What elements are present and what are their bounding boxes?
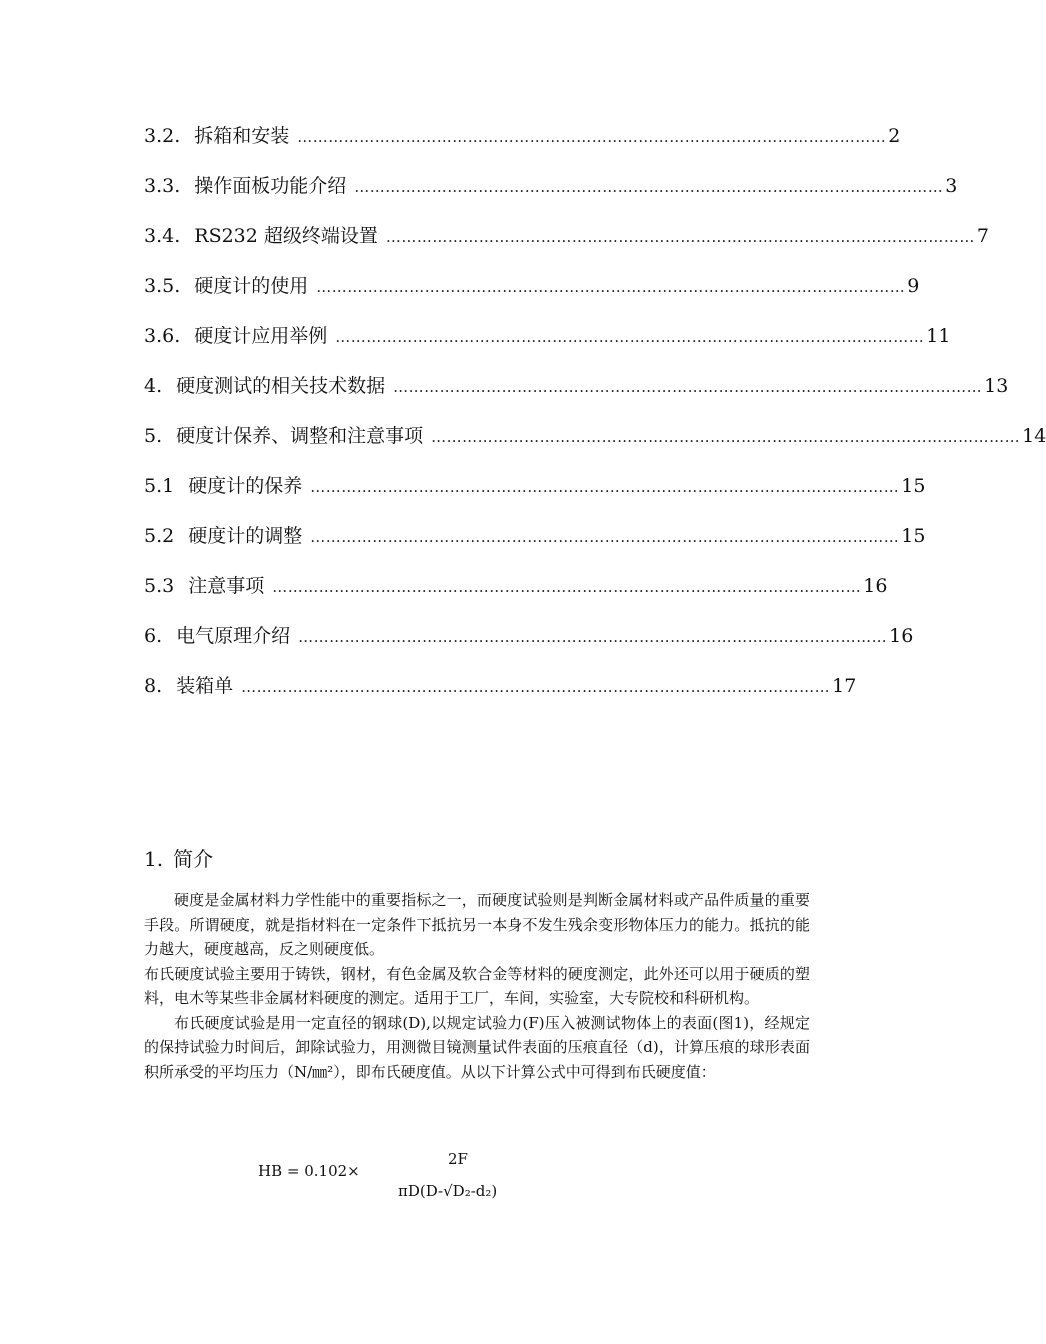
toc-leader-dots: …………………………………………………………………………………………………… bbox=[393, 378, 983, 396]
toc-leader-dots: …………………………………………………………………………………………………… bbox=[297, 128, 887, 146]
toc-entry[interactable] bbox=[144, 268, 920, 318]
toc-entry-title: 硬度计应用举例 bbox=[194, 325, 328, 347]
toc-entry-number: 5. bbox=[144, 425, 163, 447]
toc-entry-page: 16 bbox=[863, 575, 888, 597]
toc-entry[interactable] bbox=[144, 618, 914, 668]
section-title: 简介 bbox=[173, 847, 214, 871]
toc-entry-page: 15 bbox=[901, 475, 926, 497]
toc-entry-number: 3.3. bbox=[144, 175, 181, 197]
toc-leader-dots: …………………………………………………………………………………………………… bbox=[310, 528, 900, 546]
section-number: 1. bbox=[144, 847, 164, 871]
toc-entry-page: 15 bbox=[901, 525, 926, 547]
toc-entry-page: 9 bbox=[907, 275, 920, 297]
section-heading bbox=[144, 844, 213, 874]
toc-entry-title: 硬度计保养、调整和注意事项 bbox=[176, 425, 424, 447]
toc-entry-title: 硬度计的调整 bbox=[188, 525, 303, 547]
body-text bbox=[144, 888, 810, 1084]
toc-entry-title: 装箱单 bbox=[176, 675, 234, 697]
toc-entry[interactable] bbox=[144, 568, 888, 618]
toc-entry-page: 7 bbox=[976, 225, 989, 247]
toc-entry-title: 电气原理介绍 bbox=[176, 625, 291, 647]
toc-entry[interactable] bbox=[144, 368, 1009, 418]
toc-entry[interactable] bbox=[144, 418, 1046, 468]
formula-denominator: πD(D-√D₂-d₂) bbox=[398, 1182, 498, 1200]
toc-entry-number: 3.4. bbox=[144, 225, 181, 247]
toc-leader-dots: …………………………………………………………………………………………………… bbox=[385, 228, 975, 246]
toc-entry-number: 8. bbox=[144, 675, 163, 697]
toc-entry-title: 硬度计的使用 bbox=[194, 275, 309, 297]
toc-entry-title: 拆箱和安装 bbox=[194, 125, 290, 147]
toc-entry-page: 17 bbox=[832, 675, 857, 697]
toc-leader-dots: …………………………………………………………………………………………………… bbox=[335, 328, 925, 346]
toc-entry[interactable] bbox=[144, 468, 926, 518]
toc-entry-number: 3.6. bbox=[144, 325, 181, 347]
toc-entry[interactable] bbox=[144, 118, 901, 168]
table-of-contents bbox=[144, 118, 1046, 718]
toc-entry[interactable] bbox=[144, 518, 926, 568]
toc-leader-dots: …………………………………………………………………………………………………… bbox=[272, 578, 862, 596]
toc-entry-number: 3.5. bbox=[144, 275, 181, 297]
toc-entry[interactable] bbox=[144, 318, 951, 368]
toc-entry[interactable] bbox=[144, 218, 989, 268]
toc-entry-page: 14 bbox=[1022, 425, 1046, 447]
toc-entry-page: 16 bbox=[889, 625, 914, 647]
toc-leader-dots: …………………………………………………………………………………………………… bbox=[298, 628, 888, 646]
toc-leader-dots: …………………………………………………………………………………………………… bbox=[241, 678, 831, 696]
toc-entry-page: 3 bbox=[945, 175, 958, 197]
toc-entry-title: 硬度测试的相关技术数据 bbox=[176, 375, 386, 397]
toc-entry-number: 3.2. bbox=[144, 125, 181, 147]
toc-entry-page: 13 bbox=[984, 375, 1009, 397]
paragraph: 硬度是金属材料力学性能中的重要指标之一，而硬度试验则是判断金属材料或产品件质量的重要手段。所谓硬度，就是指材料在一定条件下抵抗另一本身不发生残余变形物体压力的能力。抵抗的能力越大，硬度越高，反之则硬度低。 bbox=[144, 891, 810, 958]
toc-entry-title: 操作面板功能介绍 bbox=[194, 175, 347, 197]
toc-entry-number: 6. bbox=[144, 625, 163, 647]
toc-entry[interactable] bbox=[144, 668, 857, 718]
toc-entry-title: 注意事项 bbox=[188, 575, 265, 597]
formula-lhs: HB = 0.102× bbox=[258, 1162, 360, 1180]
paragraph: 布氏硬度试验是用一定直径的钢球(D),以规定试验力(F)压入被测试物体上的表面(图1)，经规定的保持试验力时间后，卸除试验力，用测微目镜测量试件表面的压痕直径（d)，计算压痕的球形表面积所承受的平均压力（N/㎜²），即布氏硬度值。从以下计算公式中可得到布氏硬度值： bbox=[144, 1013, 810, 1081]
toc-leader-dots: …………………………………………………………………………………………………… bbox=[354, 178, 944, 196]
toc-entry-number: 5.2 bbox=[144, 525, 175, 547]
toc-entry-page: 11 bbox=[926, 325, 951, 347]
paragraph: 布氏硬度试验主要用于铸铁，钢材，有色金属及软合金等材料的硬度测定，此外还可以用于硬质的塑料，电木等某些非金属材料硬度的测定。适用于工厂，车间，实验室，大专院校和科研机构。 bbox=[144, 964, 810, 1007]
brinell-formula bbox=[258, 1146, 578, 1206]
toc-leader-dots: …………………………………………………………………………………………………… bbox=[431, 428, 1021, 446]
toc-entry-number: 4. bbox=[144, 375, 163, 397]
toc-entry-number: 5.1 bbox=[144, 475, 175, 497]
toc-entry[interactable] bbox=[144, 168, 958, 218]
formula-numerator: 2F bbox=[448, 1150, 468, 1168]
toc-entry-page: 2 bbox=[888, 125, 901, 147]
toc-entry-title: 硬度计的保养 bbox=[188, 475, 303, 497]
toc-leader-dots: …………………………………………………………………………………………………… bbox=[316, 278, 906, 296]
toc-entry-title: RS232 超级终端设置 bbox=[194, 225, 378, 247]
toc-leader-dots: …………………………………………………………………………………………………… bbox=[310, 478, 900, 496]
toc-entry-number: 5.3 bbox=[144, 575, 175, 597]
